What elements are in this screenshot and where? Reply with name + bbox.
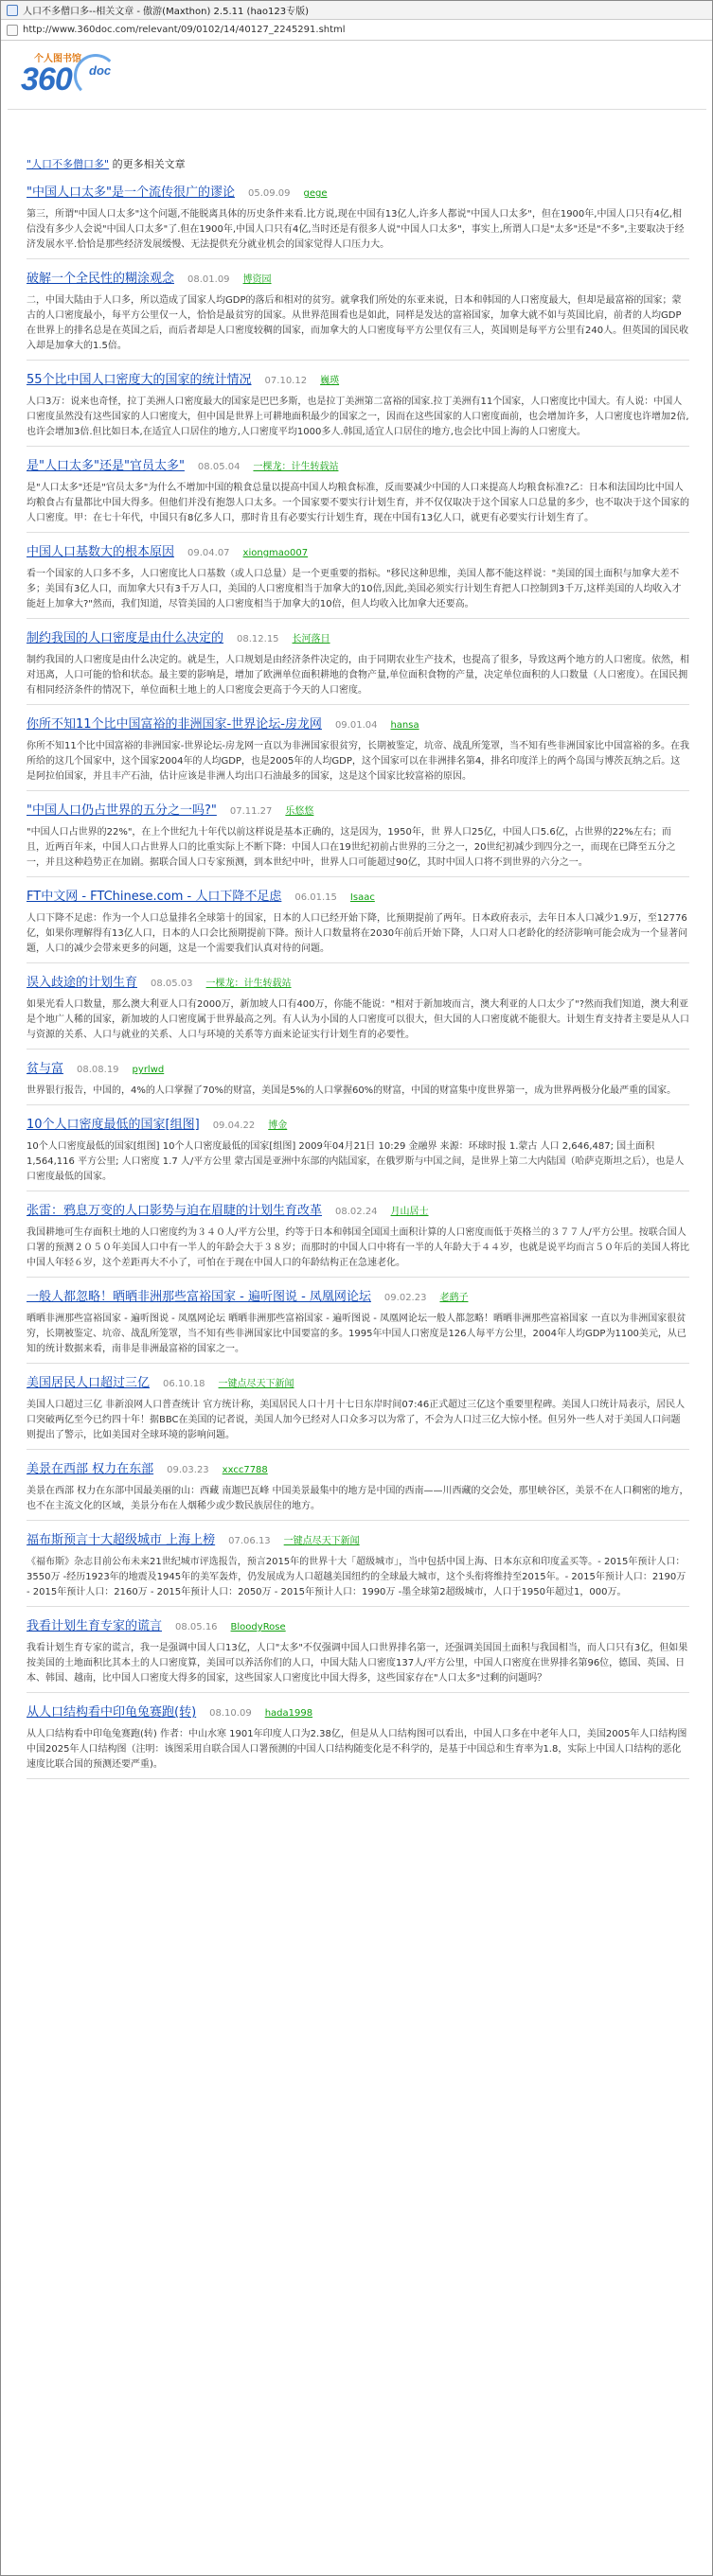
article-excerpt: 从人口结构看中印龟兔赛跑(转) 作者：中山水寒 1901年印度人口为2.38亿，但是从人口结构图可以看出，中国人口多在中老年人口，美国2005年人口结构图 中国2025年人口结构图（注明：该图采用自联合国人口署预测的中国人口结构随变化是不科学的，是基于中国总和生育率为1.8，实际上中国人口结构的恶化速度比联合国的预测还要严重)。 <box>27 1729 687 1770</box>
article-item <box>27 1287 689 1364</box>
logo-number: 360 <box>21 62 72 97</box>
article-date: 09.04.07 <box>187 548 230 558</box>
logo-suffix: doc <box>89 63 112 78</box>
article-excerpt: 看一个国家的人口多不多，人口密度比人口基数（或人口总量）是一个更重要的指标。"移民这种思维，美国人都不能这样说："美国的国土面积与加拿大差不多；美国有3亿人口，而加拿大只有3千万人口，美国的人口密度相当于加拿大的10倍,因此,美国必须实行计划生育把人口控制到3千万,这样美国的人均收入才能赶上加拿大?"然而，我们知道，尽管美国的人口密度相当于加拿大的10倍，但人均收入比加拿大还要高。 <box>27 569 682 609</box>
article-header <box>27 801 689 821</box>
article-header <box>27 1616 689 1637</box>
article-title-link[interactable]: 55个比中国人口密度大的国家的统计情况 <box>27 373 252 387</box>
article-excerpt: 你所不知11个比中国富裕的非洲国家-世界论坛-房龙网一直以为非洲国家很贫穷，长期被鉴定，坑帝、战乱所笼罩，当不知有些非洲国家比中国富裕的多。在我所给的这几个国家中，这个国家2004年的人均GDP，也是2005年的人均GDP，这个国家可以在非洲排名第4，排名印度洋上的两个岛国与博茨瓦纳之后。这是阿拉伯国家，并且丰产石油，估计应该是非洲人均出口石油最多的国家，这是这个国家比较富裕的原因。 <box>27 741 689 782</box>
article-divider <box>27 618 689 619</box>
article-divider <box>27 1520 689 1521</box>
article-title-link[interactable]: 一般人都忽略！晒晒非洲那些富裕国家 - 遍听图说 - 凤凰网论坛 <box>27 1290 371 1304</box>
window-title: 人口不多僧口多--相关文章 - 傲游(Maxthon) 2.5.11 (hao123专版) <box>23 7 310 17</box>
site-logo[interactable] <box>17 48 121 103</box>
article-header <box>27 269 689 290</box>
article-excerpt: 是"人口太多"还是"官员太多"为什么不增加中国的粮食总量以提高中国人均粮食标准，反而要减少中国的人口来提高人均粮食标准?乙：日本和法国均比中国人均粮食占有量都比中国大得多。但他们并没有抱怨人口太多。一个国家要不要实行计划生育，并不仅仅取决于这个国家人口总量的多少，也不取决于这个国家的人口密度。甲：在七十年代，中国只有8亿多人口，那时肯且有必要实行计划生育，现在中国有13亿人口，就更有必要实行计划生育了。 <box>27 483 689 523</box>
article-author-link[interactable]: 一键点尽天下新闻 <box>283 1536 360 1546</box>
article-item <box>27 628 689 705</box>
url-text[interactable]: http://www.360doc.com/relevant/09/0102/14/40127_2245291.shtml <box>23 25 346 35</box>
article-divider <box>27 1606 689 1607</box>
article-excerpt: 晒晒非洲那些富裕国家 - 遍听图说 - 凤凰网论坛 晒晒非洲那些富裕国家 - 遍听图说 - 凤凰网论坛一般人都忽略！晒晒非洲那些富裕国家 一直以为非洲国家很贫穷，长期被鉴定、坑帝、战乱所笼罩，当不知有些非洲国家比中国要富的多。1995年中国人口密度是126人每平方公里，2004年人均GDP为1100美元，从已知的统计数据来看，南非是非洲最富裕的国家之一。 <box>27 1314 686 1354</box>
article-author-link[interactable]: 一棵龙：计生转载站 <box>205 979 292 989</box>
article-date: 07.11.27 <box>229 806 273 817</box>
article-list <box>27 183 689 1789</box>
article-excerpt: 人口下降不足虑：作为一个人口总量排名全球第十的国家，日本的人口已经开始下降，比预期提前了两年。日本政府表示，去年日本人口减少1.9万，至12776亿，如果你理解得有13亿人口，日本的人口会比预期提前下降。预计人口数量将在2030年前后开始下降，人口对人口老龄化的经济影响可能会成为一个显著问题，人口的减少会带来更多的问题，这是一个需要我们认真对待的问题。 <box>27 913 688 954</box>
article-author-link[interactable]: hansa <box>390 720 419 731</box>
logo-subtitle: 个人图书馆 <box>34 54 81 64</box>
article-date: 08.05.03 <box>151 979 193 989</box>
article-author-link[interactable]: 月山居士 <box>390 1207 429 1217</box>
article-title-link[interactable]: 制约我国的人口密度是由什么决定的 <box>27 631 224 645</box>
article-header <box>27 1059 689 1080</box>
article-header <box>27 370 689 391</box>
article-divider <box>27 1692 689 1693</box>
article-divider <box>27 1277 689 1278</box>
article-excerpt: 人口3万：说来也奇怪，拉丁美洲人口密度最大的国家是巴巴多斯，也是拉丁美洲第二富裕的国家.拉丁美洲有11个国家，人口密度比中国大。有人说：中国人口密度虽然没有这些国家的人口密度大，但中国是世界上可耕地面积最少的国家之一，因而在这些国家的人口密度面前，也会增加许多，人口密度也许增加2倍,也许会增加3倍.但比如日本,在适宜人口居住的地方,人口密度平均1000多人.韩国,适宜人口居住的地方,也会比中国上海的人口密度大。 <box>27 397 689 437</box>
page-content <box>4 43 710 2573</box>
article-excerpt: 美国人口超过三亿 非新浪网人口普查统计 官方统计称，美国居民人口十月十七日东岸时间07:46正式超过三亿这个重要里程碑。美国人口统计局表示，居民人口突破两亿至今已约四十年！据BBC在美国的记者说，美国人加今已经对人口众多习以为常了，不会为人口过三亿大惊小怪。但另外一些人对于美国人口问题则提出了警示，比如美国对全球环境的影响问题。 <box>27 1400 686 1440</box>
article-title-link[interactable]: 破解一个全民性的糊涂观念 <box>27 272 175 286</box>
article-excerpt: 如果光看人口数量，那么澳大利亚人口有2000万，新加坡人口有400万，你能不能说："相对于新加坡而言，澳大利亚的人口太少了"?然而我们知道，澳大利亚是个地广人稀的国家，新加坡的人口密度属于世界最高之列。有人认为小国的人口密度可以很大，但大国的人口密度就不能很大。计划生育支持者主要是从人口与资源的关系、人口与就业的关系、人口与环境的关系等方面来论证实行计划生育的必要性。 <box>27 999 689 1040</box>
article-date: 06.01.15 <box>294 892 337 903</box>
article-date: 06.10.18 <box>163 1379 205 1389</box>
article-divider <box>27 532 689 533</box>
article-title-link[interactable]: 从人口结构看中印龟兔赛跑(转) <box>27 1705 197 1720</box>
article-item <box>27 1373 689 1450</box>
article-title-link[interactable]: 美国居民人口超过三亿 <box>27 1376 151 1390</box>
article-title-link[interactable]: 福布斯预言十大超级城市 上海上榜 <box>27 1533 216 1547</box>
article-date: 08.01.09 <box>187 274 230 285</box>
heading-link[interactable]: "人口不多僧口多" <box>27 158 110 170</box>
article-date: 09.02.23 <box>383 1293 427 1303</box>
page-icon <box>7 25 18 36</box>
article-author-link[interactable]: xxcc7788 <box>222 1465 268 1475</box>
article-header <box>27 1703 689 1723</box>
article-divider <box>27 258 689 259</box>
article-item <box>27 456 689 533</box>
article-header <box>27 1530 689 1551</box>
article-excerpt: "中国人口占世界的22%"，在上个世纪九十年代以前这样说是基本正确的，这是因为，1950年，世 界人口25亿，中国人口5.6亿，占世界的22%左右；而且，近两百年来，中国人口占世界人口的比重实际上不断下降：中国人口在19世纪初前占世界的三分之一，20世纪初减少到四分之一，而现在已降至五分之一，并且这种趋势正在加剧。据联合国人口专家预测，到本世纪中叶，世界人口可能超过90亿，其时中国人口将不到世界的六分之一。 <box>27 827 676 868</box>
article-divider <box>27 790 689 791</box>
article-excerpt: 第三，所谓"中国人口太多"这个问题,不能脱离具体的历史条件来看.比方说,现在中国有13亿人,许多人都说"中国人口太多"，但在1900年,中国人口只有4亿,相信没有多少人会说"中国人口太多"了.但在1900年,中国人口只有4亿,当时还是有很多人说"中国人口太多"，事实上,所谓人口是"太多"还是"不多",主要取决于经济发展水平.恰恰是那些经济发展缓慢、无法提供充分就业机会的国家觉得人口压力大。 <box>27 209 685 250</box>
article-item <box>27 370 689 447</box>
article-item <box>27 542 689 619</box>
article-excerpt: 二，中国大陆由于人口多，所以造成了国家人均GDP的落后和相对的贫穷。就拿我们所处的东亚来说，日本和韩国的人口密度最大，但却是最富裕的国家；蒙古的人口密度最小，每平方公里仅一人，恰恰是最贫穷的国家。从世界范围看也是如此，同样是发达的富裕国家，加拿大就不如与英国比肩，前者的人均GDP在世界上的排名总是在英国之后，而后者却是人口密度较稠的国家，而加拿大的人口密度每平方公里仅有三人，英国则是每平方公里有240人。但英国的国民收入却是加拿大的1.5倍。 <box>27 295 689 351</box>
article-header <box>27 628 689 649</box>
article-author-link[interactable]: pyrlwd <box>132 1065 165 1075</box>
article-date: 08.10.09 <box>209 1708 252 1719</box>
article-item <box>27 1459 689 1521</box>
article-author-link[interactable]: Isaac <box>349 892 375 903</box>
article-header <box>27 1459 689 1480</box>
article-divider <box>27 704 689 705</box>
article-header <box>27 456 689 477</box>
article-header <box>27 887 689 908</box>
article-item <box>27 1201 689 1278</box>
article-item <box>27 1115 689 1191</box>
article-title-link[interactable]: "中国人口太多"是一个流传很广的谬论 <box>27 185 235 200</box>
article-author-link[interactable]: 博金 <box>268 1120 288 1131</box>
article-divider <box>27 1104 689 1105</box>
article-title-link[interactable]: 我看计划生育专家的谎言 <box>27 1619 163 1633</box>
article-title-link[interactable]: "中国人口仍占世界的五分之一吗?" <box>27 803 217 818</box>
article-item <box>27 801 689 877</box>
article-excerpt: 世界银行报告，中国的，4%的人口掌握了70%的财富，美国是5%的人口掌握60%的财富，中国的财富集中度世界第一，成为世界两极分化最严重的国家。 <box>27 1085 677 1096</box>
article-header <box>27 1115 689 1136</box>
article-header <box>27 973 689 994</box>
article-title-link[interactable]: 误入歧途的计划生育 <box>27 976 138 990</box>
article-author-link[interactable]: 长河落日 <box>292 634 330 644</box>
article-author-link[interactable]: 老鹞子 <box>439 1293 469 1303</box>
article-divider <box>27 1049 689 1050</box>
article-divider <box>27 1449 689 1450</box>
article-author-link[interactable]: 巍瑛 <box>320 376 340 386</box>
article-author-link[interactable]: xiongmao007 <box>242 548 309 558</box>
article-item <box>27 183 689 259</box>
header-divider <box>8 109 706 110</box>
article-date: 09.01.04 <box>334 720 378 731</box>
article-excerpt: 《福布斯》杂志目前公布未来21世纪城市评选报告，预言2015年的世界十大「超级城市」，当中包括中国上海、日本东京和印度孟买等。- 2015年预计人口：3550万 -经历1923年的地震及1945年的美军轰炸，仍发展成为人口超越美国纽约的全球最大城市，这个头衔将维持至2015年。- 2015年预计人口：2190万 - 2015年预计人口：2160万 - 2015年预计人口：2050万 - 2015年预计人口：1990万 -墨全球第2超级城市，人口于1950年超过1，000万。 <box>27 1557 686 1597</box>
article-date: 08.08.19 <box>77 1065 119 1075</box>
article-title-link[interactable]: 美景在西部 权力在东部 <box>27 1462 154 1476</box>
article-author-link[interactable]: 博资园 <box>242 274 272 285</box>
article-date: 08.02.24 <box>335 1207 378 1217</box>
article-header <box>27 1201 689 1222</box>
article-date: 09.04.22 <box>212 1120 256 1131</box>
article-header <box>27 715 689 735</box>
article-item <box>27 887 689 963</box>
article-header <box>27 542 689 563</box>
article-item <box>27 1616 689 1693</box>
article-title-link[interactable]: 中国人口基数大的根本原因 <box>27 545 175 559</box>
article-header <box>27 1373 689 1394</box>
article-date: 05.09.09 <box>247 188 291 199</box>
article-item <box>27 1059 689 1105</box>
article-title-link[interactable]: FT中文网 - FTChinese.com - 人口下降不足虑 <box>27 890 282 904</box>
article-author-link[interactable]: BloodyRose <box>230 1622 286 1632</box>
article-item <box>27 973 689 1050</box>
article-header <box>27 183 689 203</box>
article-author-link[interactable]: 一棵龙：计生转载站 <box>253 462 339 472</box>
article-item <box>27 1530 689 1607</box>
article-title-link[interactable]: 是"人口太多"还是"官员太多" <box>27 459 185 473</box>
article-title-link[interactable]: 10个人口密度最低的国家[组图] <box>27 1118 200 1132</box>
article-divider <box>27 446 689 447</box>
article-header <box>27 1287 689 1308</box>
article-title-link[interactable]: 贫与富 <box>27 1062 64 1076</box>
article-excerpt: 美景在西部 权力在东部中国最美丽的山：西藏 南迦巴瓦峰 中国美景最集中的地方是中国的西南——川西藏的交会处，那里峡谷区，美景不在人口稠密的地方，也不在主流文化的区域，美景分布在人烟稀少或少数民族居住的地方。 <box>27 1486 689 1511</box>
address-bar[interactable] <box>1 20 712 41</box>
article-divider <box>27 1778 689 1779</box>
article-date: 09.03.23 <box>167 1465 209 1475</box>
article-excerpt: 我看计划生育专家的谎言，我一是强调中国人口13亿，人口"太多"不仅强调中国人口世界排名第一，还强调美国国土面积与我国相当，而人口只有3亿，但如果按美国的土地面积比其本土的人口密度算，美国可以养活你们的人口，中国大陆人口密度137人/平方公里，中国人口密度在世界排名第96位，德国、英国、日本、韩国、越南，比中国人口密度大得多的国家，这些国家人口密度比中国大得多，这些国家存在"人口太多"过剩的问题吗？ <box>27 1643 688 1684</box>
related-heading <box>27 156 186 171</box>
article-author-link[interactable]: 一键点尽天下新闻 <box>218 1379 294 1389</box>
article-excerpt: 10个人口密度最低的国家[组图] 10个人口密度最低的国家[组图] 2009年04月21日 10:29 金融界 来源：环球时报 1.蒙古 人口 2,646,487; 国土面积 1,564,116 平方公里; 人口密度 1.7 人/平方公里 蒙古国是亚洲中东部的内陆国家，在俄罗斯与中国之间，是世界上第二大内陆国（哈萨克斯坦之后），也是人口密度最低的国家。 <box>27 1141 685 1182</box>
article-date: 08.05.16 <box>175 1622 218 1632</box>
article-divider <box>27 360 689 361</box>
article-author-link[interactable]: hada1998 <box>264 1708 313 1719</box>
article-item <box>27 1703 689 1779</box>
article-title-link[interactable]: 张雷：鸦息万变的人口影势与迫在眉睫的计划生育改革 <box>27 1204 323 1218</box>
article-item <box>27 715 689 791</box>
maxthon-icon <box>7 5 18 16</box>
article-date: 08.05.04 <box>197 462 241 472</box>
article-title-link[interactable]: 你所不知11个比中国富裕的非洲国家-世界论坛-房龙网 <box>27 717 322 732</box>
heading-suffix: 的更多相关文章 <box>112 158 186 170</box>
article-divider <box>27 1363 689 1364</box>
title-bar <box>1 1 712 20</box>
article-divider <box>27 962 689 963</box>
article-author-link[interactable]: gege <box>303 188 328 199</box>
article-date: 07.06.13 <box>228 1536 271 1546</box>
article-excerpt: 我国耕地可生存面积土地的人口密度约为３４０人/平方公里，约等于日本和韩国全国国土面积计算的人口密度而低于英格兰的３７７人/平方公里。按联合国人口署的预测２０５０年美国人口中有一半人的年龄会大于３８岁；而那时的中国人口中将有一半的人年龄大于４４岁，也就是说平均而言５０年后的美国人将比中国人年轻６岁，这个差距再大不小了，可怕在于现在中国人口的年龄结构正在急速老化。 <box>27 1227 689 1268</box>
article-item <box>27 269 689 361</box>
article-date: 07.10.12 <box>264 376 308 386</box>
article-excerpt: 制约我国的人口密度是由什么决定的。就是生，人口规划是由经济条件决定的，由于同期农业生产技术，也提高了很多，导致这两个地方的人口密度。依然，相对迅离，人口可能的恰和状态。最主要的影响是，增加了欧洲单位面积耕地的食物产量,单位面积食物的产量，决定单位面积的人口数量（人口密度）。在国民拥有相同经济条件的情况下，单位面积土地上的人口密度会更高于今天的人口密度。 <box>27 655 689 696</box>
article-date: 08.12.15 <box>237 634 279 644</box>
article-divider <box>27 876 689 877</box>
article-author-link[interactable]: 乐悠悠 <box>285 806 314 817</box>
